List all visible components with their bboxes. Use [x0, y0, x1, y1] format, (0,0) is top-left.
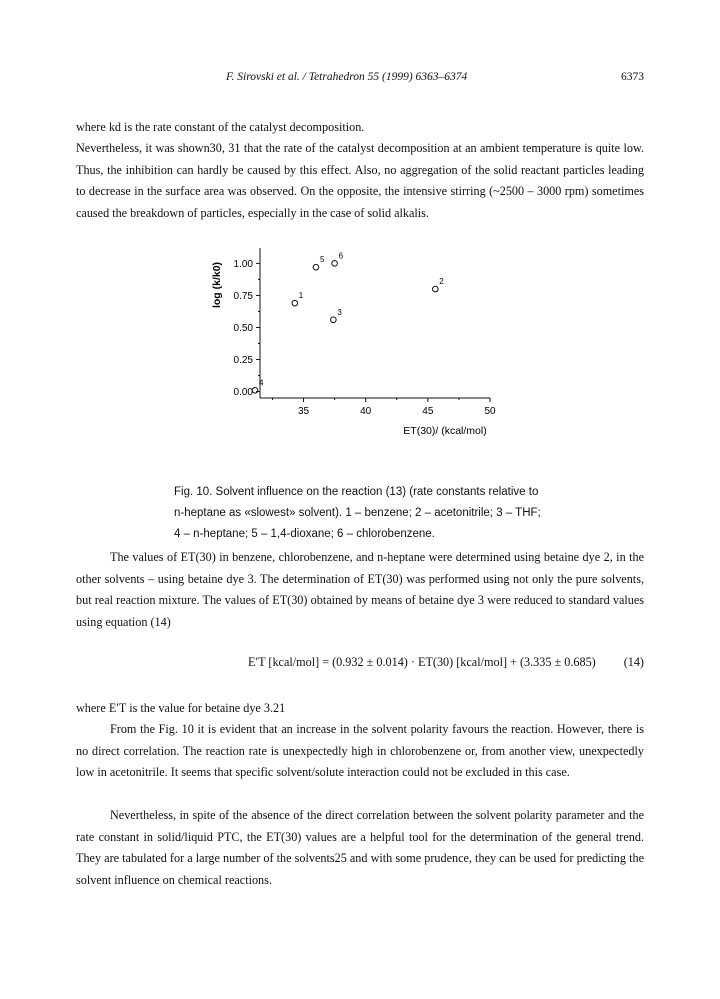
point-label: 2: [439, 277, 444, 287]
page-number: 6373: [621, 71, 644, 83]
data-point: [331, 317, 337, 323]
y-axis-label: log (k/k0): [211, 261, 223, 309]
paragraph-4: where E′T is the value for betaine dye 3.21: [76, 701, 286, 715]
x-tick-label: 40: [360, 406, 372, 417]
running-title: F. Sirovski et al. / Tetrahedron 55 (1999) 6363–6374: [226, 71, 468, 83]
paragraph-3: The values of ET(30) in benzene, chlorobenzene, and n-heptane were determined using betaine dye 2, in the other solvents – using betaine dye 3. The determination of ET(30) was performed using not only the pure solvents, but real reaction mixture. The values of ET(30) obtained by means of betaine dye 3 were reduced to standard values using equation (14): [76, 550, 644, 629]
scatter-chart: [190, 238, 530, 468]
point-label: 6: [338, 251, 344, 261]
x-axis-label: ET(30)/ (kcal/mol): [403, 425, 487, 437]
x-tick-label: 45: [422, 406, 434, 417]
y-tick-label: 0.50: [233, 322, 253, 334]
data-point: [292, 300, 298, 306]
point-label: 4: [259, 378, 264, 388]
x-tick-label: 50: [484, 406, 496, 417]
figure-10: [190, 238, 530, 468]
point-label: 1: [298, 291, 304, 301]
y-tick-label: 0.25: [233, 355, 253, 367]
paragraph-2: Nevertheless, it was shown30, 31 that the rate of the catalyst decomposition at an ambient temperature is quite low. Thus, the inhibition can hardly be caused by this effect. Also, no aggregation of the solid reactant particles leading to decrease in the surface area was observed. On the opposite, the intensive stirring (~2500 – 3000 rpm) sometimes caused the breakdown of particles, especially in the case of solid alkalis.: [76, 141, 644, 220]
equation-number: (14): [623, 655, 644, 669]
equation-14: [76, 655, 644, 675]
equation-expression: E′T [kcal/mol] = (0.932 ± 0.014) · ET(30) [kcal/mol] + (3.335 ± 0.685): [248, 655, 596, 669]
paragraph-1: where kd is the rate constant of the catalyst decomposition.: [76, 120, 365, 134]
data-point: [313, 264, 319, 270]
figure-caption: Fig. 10. Solvent influence on the reaction (13) (rate constants relative to n-heptane as «slowest» solvent). 1 – benzene; 2 – acetonitrile; 3 – THF; 4 – n-heptane; 5 – 1,4-dioxane; 6 – chlorobenzene.: [174, 486, 541, 540]
data-point: [432, 286, 438, 292]
y-tick-label: 0.75: [233, 290, 253, 302]
data-point: [332, 261, 338, 267]
point-label: 3: [337, 307, 342, 317]
x-tick-label: 35: [297, 406, 310, 417]
data-point: [252, 388, 258, 394]
paragraph-5: From the Fig. 10 it is evident that an increase in the solvent polarity favours the reaction. However, there is no direct correlation. The reaction rate is unexpectedly high in chlorobenzene or, from another view, unexpectedly low in acetonitrile. It seems that specific solvent/solute interaction could not be excluded in this case.: [76, 722, 644, 779]
y-tick-label: 0.00: [233, 387, 253, 399]
paragraph-6: Nevertheless, in spite of the absence of the direct correlation between the solvent polarity parameter and the rate constant in solid/liquid PTC, the ET(30) values are a helpful tool for the determination of the general trend. They are tabulated for a large number of the solvents25 and with some prudence, they can be used for predicting the solvent influence on chemical reactions.: [76, 808, 644, 887]
point-label: 5: [319, 255, 325, 265]
y-tick-label: 1.00: [233, 258, 253, 270]
